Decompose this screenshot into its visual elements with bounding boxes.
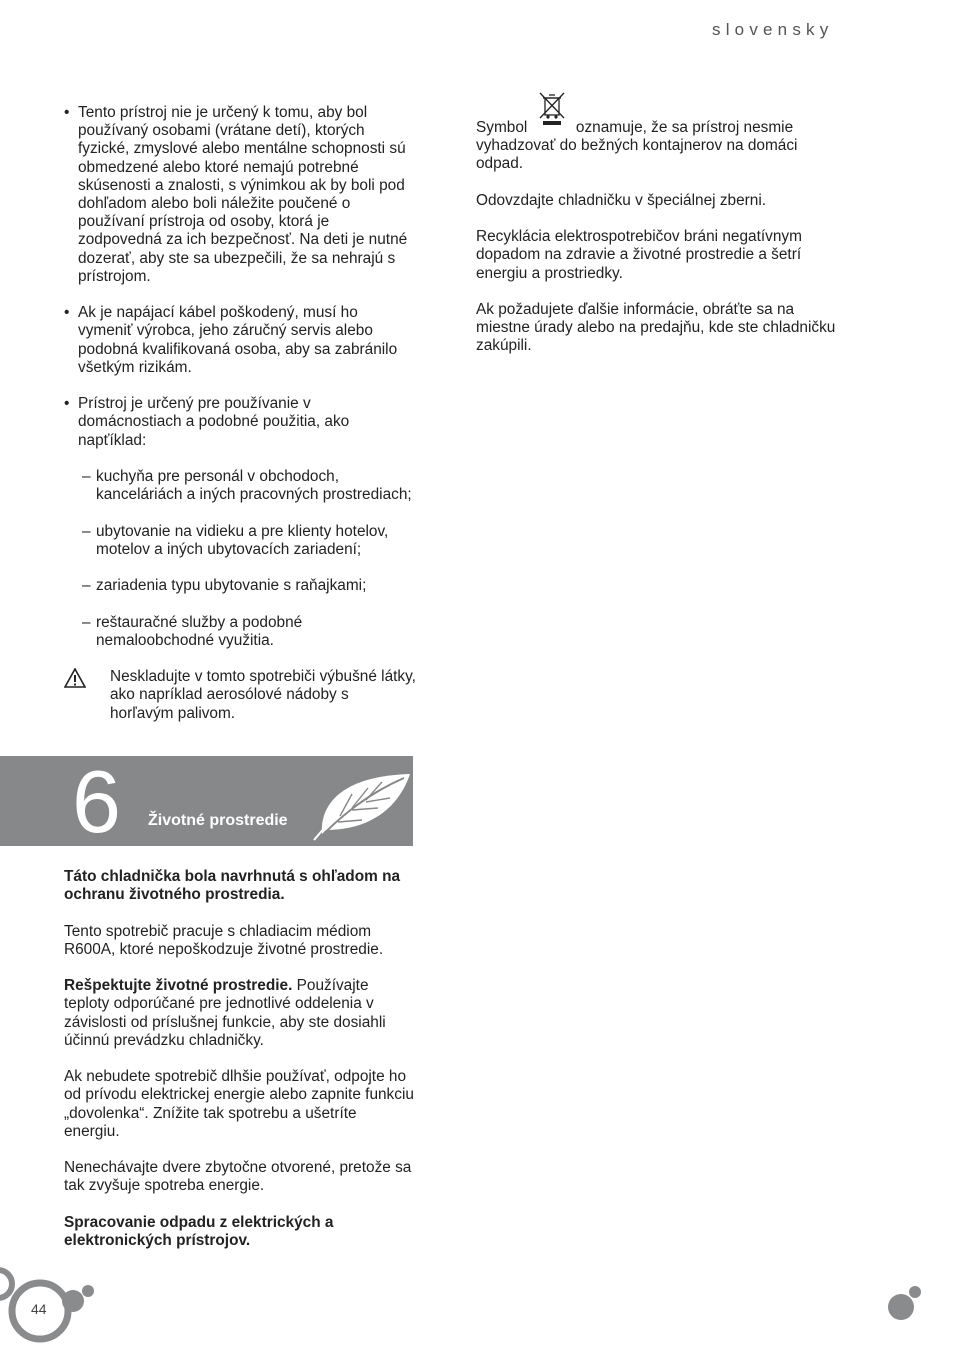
paragraph	[64, 977, 416, 1050]
paragraph-bold: Spracovanie odpadu z elektrických a elektronických prístrojov.	[64, 1213, 334, 1249]
paragraph-rest: Používajte teploty odporúčané pre jednotlivé oddelenia v závislosti od príslušnej funkcie, aby ste dosiahli účinnú prevádzku chladničky.	[64, 977, 386, 1049]
bullet-text: Tento prístroj nie je určený k tomu, aby bol používaný osobami (vrátane detí), ktorých fyzické, zmyslové alebo mentálne schopnosti sú obmedzené alebo ktoré nemajú potrebné skúsenosti a znalosti, s výnimkou ak by boli pod dohľadom alebo boli náležite poučené o používaní prístroja od osoby, ktorá je zodpovedná za ich bezpečnosť. Na deti je nutné dozerať, aby ste sa ubezpečili, že sa nehrajú s prístrojom.	[78, 104, 408, 285]
list-item	[64, 395, 416, 450]
sub-item-text: ubytovanie na vidieku a pre klienty hotelov, motelov a iných ubytovacích zariadení;	[96, 522, 389, 558]
warning-icon	[64, 668, 86, 693]
footer-decoration	[0, 1262, 110, 1359]
page-number: 44	[31, 1301, 47, 1317]
environment-section	[64, 868, 416, 1268]
paragraph: Recyklácia elektrospotrebičov bráni negatívnym dopadom na zdravie a životné prostredie a šetrí energiu a prostriedky.	[476, 228, 802, 282]
warning-text: Neskladujte v tomto spotrebiči výbušné látky, ako napríklad aerosólové nádoby s horľavým palivom.	[110, 668, 416, 722]
paragraph-bold: Rešpektujte životné prostredie.	[64, 977, 293, 995]
bullet-dot: •	[64, 104, 70, 121]
warning-note	[64, 668, 416, 723]
paragraph: Odovzdajte chladničku v špeciálnej zberni.	[476, 191, 767, 209]
weee-bin-icon	[535, 92, 569, 122]
list-item	[64, 104, 416, 286]
symbol-paragraph	[476, 104, 836, 174]
paragraph	[64, 1214, 416, 1250]
section-title: Životné prostredie	[148, 812, 288, 829]
paragraph: Ak požadujete ďalšie informácie, obráťte sa na miestne úrady alebo na predajňu, kde ste chladničku zakúpili.	[476, 300, 836, 355]
paragraph: Tento spotrebič pracuje s chladiacim médiom R600A, ktoré nepoškodzuje životné prostredie.	[64, 922, 384, 958]
dash-marker: –	[82, 468, 91, 486]
symbol-rest: oznamuje, že sa prístroj nesmie vyhadzovať do bežných kontajnerov na domáci odpad.	[476, 119, 798, 173]
sub-item-text: zariadenia typu ubytovanie s raňajkami;	[96, 577, 367, 595]
dash-marker: –	[82, 613, 91, 631]
left-column	[64, 104, 416, 723]
sub-item-text: reštauračné služby a podobné nemaloobchodné využitia.	[96, 613, 303, 649]
paragraph: Nenechávajte dvere zbytočne otvorené, pretože sa tak zvyšuje spotreba energie.	[64, 1159, 412, 1195]
intro-paragraph	[64, 868, 416, 904]
corner-decoration	[884, 1282, 934, 1329]
symbol-word: Symbol	[476, 119, 528, 136]
sub-item-text: kuchyňa pre personál v obchodoch, kanceláriách a iných pracovných prostrediach;	[96, 468, 412, 504]
section-number: 6	[72, 752, 121, 851]
bullet-dot: •	[64, 304, 70, 322]
dash-marker: –	[82, 577, 91, 595]
dash-marker: –	[82, 522, 91, 540]
leaf-icon	[312, 764, 412, 847]
bullet-text: Ak je napájací kábel poškodený, musí ho vymeniť výrobca, jeho záručný servis alebo podobná kvalifikovaná osoba, aby sa zabránilo všetkým rizikám.	[78, 304, 398, 376]
bullet-dot: •	[64, 395, 70, 413]
sub-list-item	[64, 523, 416, 559]
sub-list-item	[64, 577, 416, 595]
right-column	[476, 104, 836, 374]
paragraph: Ak nebudete spotrebič dlhšie používať, odpojte ho od prívodu elektrickej energie alebo zapnite funkciu „dovolenka“. Znížite tak spotrebu a ušetríte energiu.	[64, 1068, 414, 1140]
sub-list-item	[64, 614, 416, 650]
list-item	[64, 304, 416, 377]
intro-bold: Táto chladnička bola navrhnutá s ohľadom na ochranu životného prostredia.	[64, 868, 401, 904]
bullet-text: Prístroj je určený pre používanie v domácnostiach a podobné použitia, ako napťíklad:	[78, 395, 350, 449]
language-label: slovensky	[712, 20, 834, 39]
sub-list-item	[64, 468, 416, 504]
section-header	[0, 752, 413, 851]
